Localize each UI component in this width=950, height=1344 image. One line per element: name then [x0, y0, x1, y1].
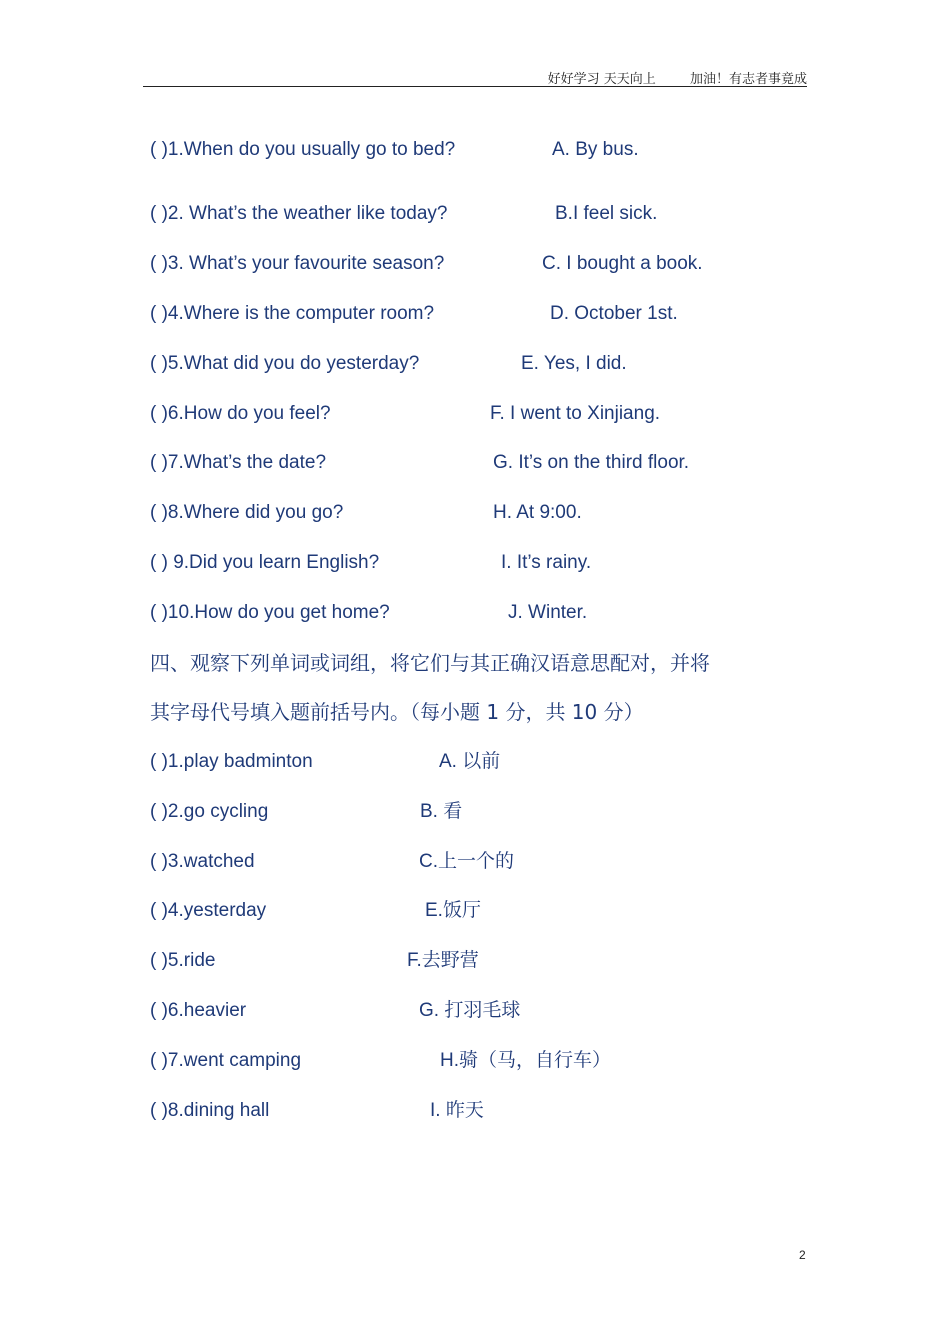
vocab-term: ( )8.dining hall: [150, 1100, 270, 1121]
section-heading-line2: 其字母代号填入题前括号内。（每小题 1 分，共 10 分）: [150, 700, 644, 724]
header-motto-left: 好好学习 天天向上: [547, 72, 656, 87]
vocab-term: ( )1.play badminton: [150, 751, 313, 772]
question-text: ( )5.What did you do yesterday?: [150, 353, 420, 374]
page-number: 2: [799, 1248, 806, 1262]
question-text: ( )1.When do you usually go to bed?: [150, 139, 456, 160]
answer-option: B.I feel sick.: [555, 203, 658, 224]
question-text: ( )8.Where did you go?: [150, 502, 344, 523]
question-text: ( )7.What’s the date?: [150, 452, 327, 473]
vocab-meaning: G. 打羽毛球: [419, 1000, 521, 1021]
vocab-meaning: C.上一个的: [419, 851, 515, 872]
vocab-term: ( )5.ride: [150, 950, 216, 971]
answer-option: F. I went to Xinjiang.: [490, 403, 661, 424]
vocab-term: ( )2.go cycling: [150, 801, 269, 822]
vocab-meaning: B. 看: [420, 801, 463, 822]
question-text: ( )3. What’s your favourite season?: [150, 253, 445, 274]
vocab-term: ( )7.went camping: [150, 1050, 302, 1071]
vocab-meaning: H.骑（马，自行车）: [440, 1050, 612, 1071]
vocab-meaning: E.饭厅: [425, 900, 481, 921]
question-text: ( ) 9.Did you learn English?: [150, 552, 380, 573]
answer-option: I. It’s rainy.: [501, 552, 592, 573]
question-text: ( )4.Where is the computer room?: [150, 303, 435, 324]
question-text: ( )10.How do you get home?: [150, 602, 390, 623]
vocab-term: ( )6.heavier: [150, 1000, 247, 1021]
vocab-term: ( )3.watched: [150, 851, 255, 872]
section-heading-line1: 四、观察下列单词或词组，将它们与其正确汉语意思配对，并将: [150, 651, 710, 675]
page-header: [548, 68, 807, 87]
question-text: ( )6.How do you feel?: [150, 403, 331, 424]
answer-option: E. Yes, I did.: [521, 353, 627, 374]
answer-option: C. I bought a book.: [542, 253, 703, 274]
vocab-term: ( )4.yesterday: [150, 900, 267, 921]
vocab-meaning: I. 昨天: [430, 1100, 484, 1121]
answer-option: G. It’s on the third floor.: [493, 452, 690, 473]
answer-option: J. Winter.: [508, 602, 588, 623]
question-text: ( )2. What’s the weather like today?: [150, 203, 448, 224]
answer-option: H. At 9:00.: [493, 502, 582, 523]
header-motto-right: 加油！有志者事竟成: [689, 72, 807, 87]
vocab-meaning: A. 以前: [439, 751, 501, 772]
answer-option: D. October 1st.: [550, 303, 678, 324]
vocab-meaning: F.去野营: [407, 950, 479, 971]
header-divider: [143, 86, 807, 87]
answer-option: A. By bus.: [552, 139, 639, 160]
